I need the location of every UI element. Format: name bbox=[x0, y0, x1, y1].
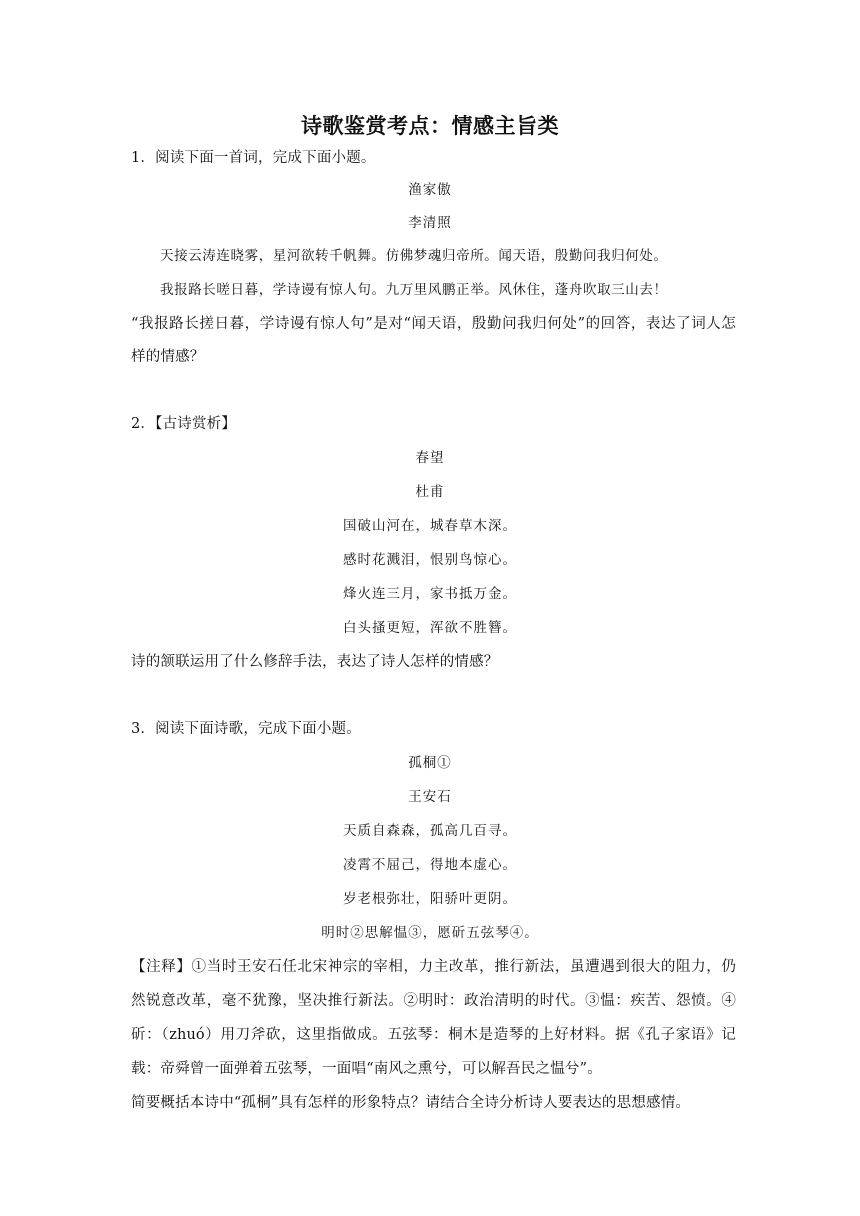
q1-question-line-2: 样的情感？ bbox=[131, 349, 205, 365]
q3-note-line-1: 【注释】①当时王安石任北宋神宗的宰相，力主改革，推行新法，虽遭遇到很大的阻力，仍 bbox=[131, 959, 736, 975]
q2-poem-line-4: 白头搔更短，浑欲不胜簪。 bbox=[343, 620, 517, 636]
q2-poem-title: 春望 bbox=[415, 450, 445, 466]
q1-poem-title: 渔家傲 bbox=[408, 182, 452, 198]
q3-poem-title: 孤桐① bbox=[408, 755, 452, 771]
document-title: 诗歌鉴赏考点：情感主旨类 bbox=[301, 114, 559, 138]
q3-prompt: 3．阅读下面诗歌，完成下面小题。 bbox=[131, 721, 361, 737]
q3-poem-line-4: 明时②思解愠③，愿斫五弦琴④。 bbox=[321, 925, 539, 941]
q1-poem-stanza-1: 天接云涛连晓雾，星河欲转千帆舞。仿佛梦魂归帝所。闻天语，殷勤问我归何处。 bbox=[160, 248, 668, 264]
q3-note-line-3: 斫：（zhuó）用刀斧砍，这里指做成。五弦琴：桐木是造琴的上好材料。据《孔子家语》记 bbox=[131, 1027, 736, 1043]
q2-poem-line-1: 国破山河在，城春草木深。 bbox=[343, 518, 517, 534]
q3-poem-line-2: 凌霄不屈己，得地本虚心。 bbox=[343, 857, 517, 873]
q2-question: 诗的颔联运用了什么修辞手法，表达了诗人怎样的情感？ bbox=[131, 654, 499, 670]
q3-question: 简要概括本诗中“孤桐”具有怎样的形象特点？请结合全诗分析诗人要表达的思想感情。 bbox=[131, 1095, 691, 1111]
q1-question-line-1: “我报路长搓日暮，学诗谩有惊人句”是对“闻天语，殷勤问我归何处”的回答，表达了词人怎 bbox=[131, 316, 736, 332]
q3-poem-line-1: 天质自森森，孤高几百寻。 bbox=[343, 823, 517, 839]
q3-note-line-4: 载：帝舜曾一面弹着五弦琴，一面唱“南风之熏兮，可以解吾民之愠兮”。 bbox=[131, 1061, 602, 1077]
q2-poem-line-3: 烽火连三月，家书抵万金。 bbox=[343, 586, 517, 602]
q2-poem-author: 杜甫 bbox=[415, 484, 445, 500]
q3-note-line-2: 然锐意改革，毫不犹豫，坚决推行新法。②明时：政治清明的时代。③愠：疾苦、怨愤。④ bbox=[131, 993, 736, 1009]
q3-poem-author: 王安石 bbox=[408, 789, 452, 805]
q1-poem-author: 李清照 bbox=[408, 215, 452, 231]
q2-prompt: 2．【古诗赏析】 bbox=[131, 416, 237, 432]
q3-poem-line-3: 岁老根弥壮，阳骄叶更阴。 bbox=[343, 891, 517, 907]
q2-poem-line-2: 感时花溅泪，恨别鸟惊心。 bbox=[343, 552, 517, 568]
q1-poem-stanza-2: 我报路长嗟日暮，学诗谩有惊人句。九万里风鹏正举。风休住，蓬舟吹取三山去！ bbox=[160, 282, 668, 298]
q1-prompt: 1．阅读下面一首词，完成下面小题。 bbox=[131, 150, 376, 166]
